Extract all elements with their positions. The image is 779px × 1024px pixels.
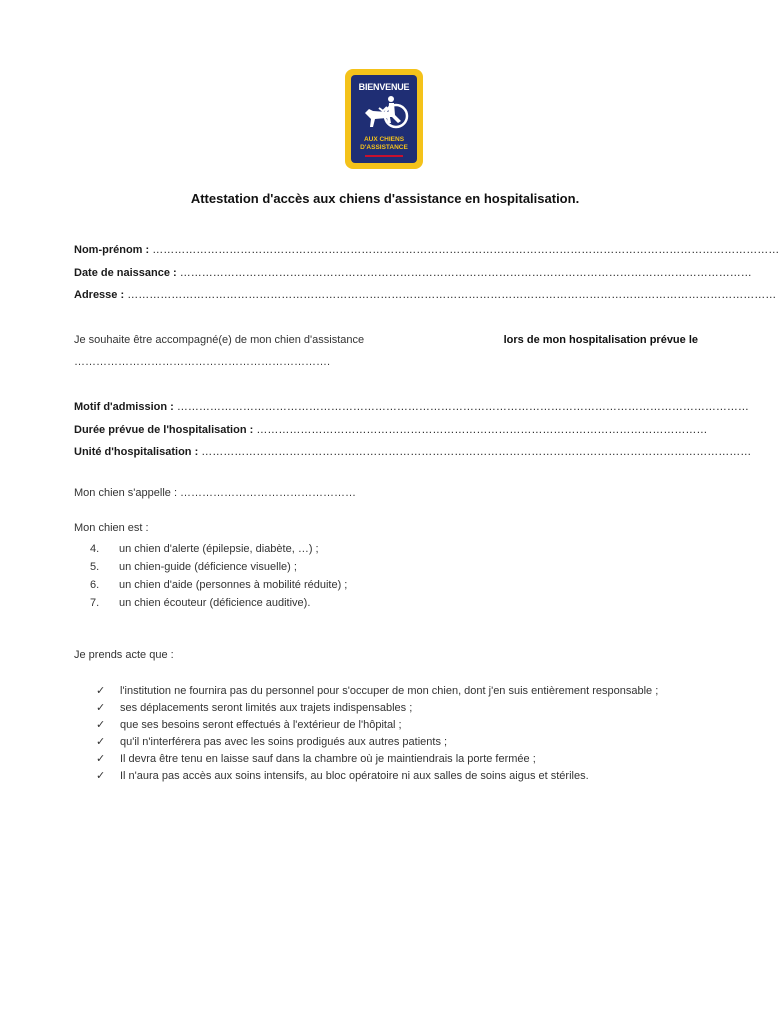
item-text: un chien d'aide (personnes à mobilité réduite) ; (119, 579, 348, 591)
list-item (96, 700, 698, 717)
guide-dog-icon (361, 95, 409, 133)
list-item (90, 558, 347, 576)
field-label: Date de naissance : (74, 267, 180, 279)
field-label: Nom-prénom : (74, 244, 153, 256)
list-item (96, 683, 698, 700)
field-motif-admission (74, 400, 749, 414)
fill-in-line: …………………………………………………………………………………………………………… (256, 424, 708, 436)
logo-panel (351, 75, 417, 163)
acknowledge-intro: Je prends acte que : (74, 649, 174, 661)
field-nom-prenom (74, 243, 779, 257)
item-text: ses déplacements seront limités aux trajets indispensables ; (120, 702, 413, 714)
field-label: Unité d'hospitalisation : (74, 446, 202, 458)
welcome-assistance-dogs-logo (345, 69, 423, 169)
field-date-naissance (74, 266, 752, 280)
checkmark-icon: ✓ (96, 736, 106, 748)
fill-in-line: ……………………………………………………………………………………………………………………………………………………… (152, 244, 779, 256)
logo-bottom-line-2: D'ASSISTANCE (360, 144, 408, 151)
checkmark-icon: ✓ (96, 685, 106, 697)
logo-bottom-line-1: AUX CHIENS (363, 136, 405, 143)
document-title: Attestation d'accès aux chiens d'assistance en hospitalisation. (190, 191, 580, 206)
item-text: qu'il n'interférera pas avec les soins prodigués aux autres patients ; (120, 736, 448, 748)
checkmark-icon: ✓ (96, 753, 106, 765)
list-item (90, 540, 347, 558)
dog-type-intro: Mon chien est : (74, 522, 149, 534)
item-number: 4. (90, 543, 100, 555)
checkmark-icon: ✓ (96, 702, 106, 714)
field-label: Motif d'admission : (74, 401, 177, 413)
checkmark-icon: ✓ (96, 770, 106, 782)
list-item (90, 576, 347, 594)
logo-top-text: BIENVENUE (358, 82, 410, 92)
fill-in-line: ………………………………………………………………………………………………………………………………………… (176, 401, 749, 413)
item-text: un chien écouteur (déficience auditive). (119, 597, 311, 609)
request-text: Je souhaite être accompagné(e) de mon chien d'assistance (74, 334, 365, 346)
list-item (90, 594, 347, 612)
field-duree-hospitalisation (74, 423, 708, 437)
fill-in-line: …………………………………………………………………………………………………………………………………………………………… (127, 289, 777, 301)
field-label: Adresse : (74, 289, 128, 301)
item-number: 7. (90, 597, 100, 609)
field-label: Durée prévue de l'hospitalisation : (74, 424, 257, 436)
acknowledge-list (96, 683, 698, 785)
item-text: Il devra être tenu en laisse sauf dans la chambre où je maintiendrais la porte fermée ; (120, 753, 536, 765)
logo-bottom-text (351, 136, 417, 152)
dog-name-line: Mon chien s'appelle : ………………………………………… (74, 487, 357, 499)
request-bold-text: lors de mon hospitalisation prévue le (503, 334, 698, 346)
request-paragraph (74, 333, 698, 369)
fill-in-line: …………………………………………………………………………………………………………………………………… (201, 446, 752, 458)
dog-type-list (90, 540, 347, 612)
field-adresse (74, 288, 777, 302)
item-text: un chien-guide (déficience visuelle) ; (119, 561, 297, 573)
list-item (96, 734, 698, 751)
item-text: l'institution ne fournira pas du personnel pour s'occuper de mon chien, dont j'en suis entièrement responsable ; (120, 685, 659, 697)
item-number: 6. (90, 579, 100, 591)
request-date-line: ……………………………………………………………. (74, 356, 331, 368)
item-text: un chien d'alerte (épilepsie, diabète, …) ; (119, 543, 319, 555)
item-text: que ses besoins seront effectués à l'extérieur de l'hôpital ; (120, 719, 402, 731)
fill-in-line: ………………………………………………………………………………………………………………………………………… (179, 267, 752, 279)
list-item (96, 751, 698, 768)
list-item (96, 768, 698, 785)
list-item (96, 717, 698, 734)
item-number: 5. (90, 561, 100, 573)
checkmark-icon: ✓ (96, 719, 106, 731)
logo-red-strip (365, 155, 403, 157)
field-unite-hospitalisation (74, 445, 752, 459)
item-text: Il n'aura pas accès aux soins intensifs, au bloc opératoire ni aux salles de soins aigus et stériles. (120, 770, 589, 782)
